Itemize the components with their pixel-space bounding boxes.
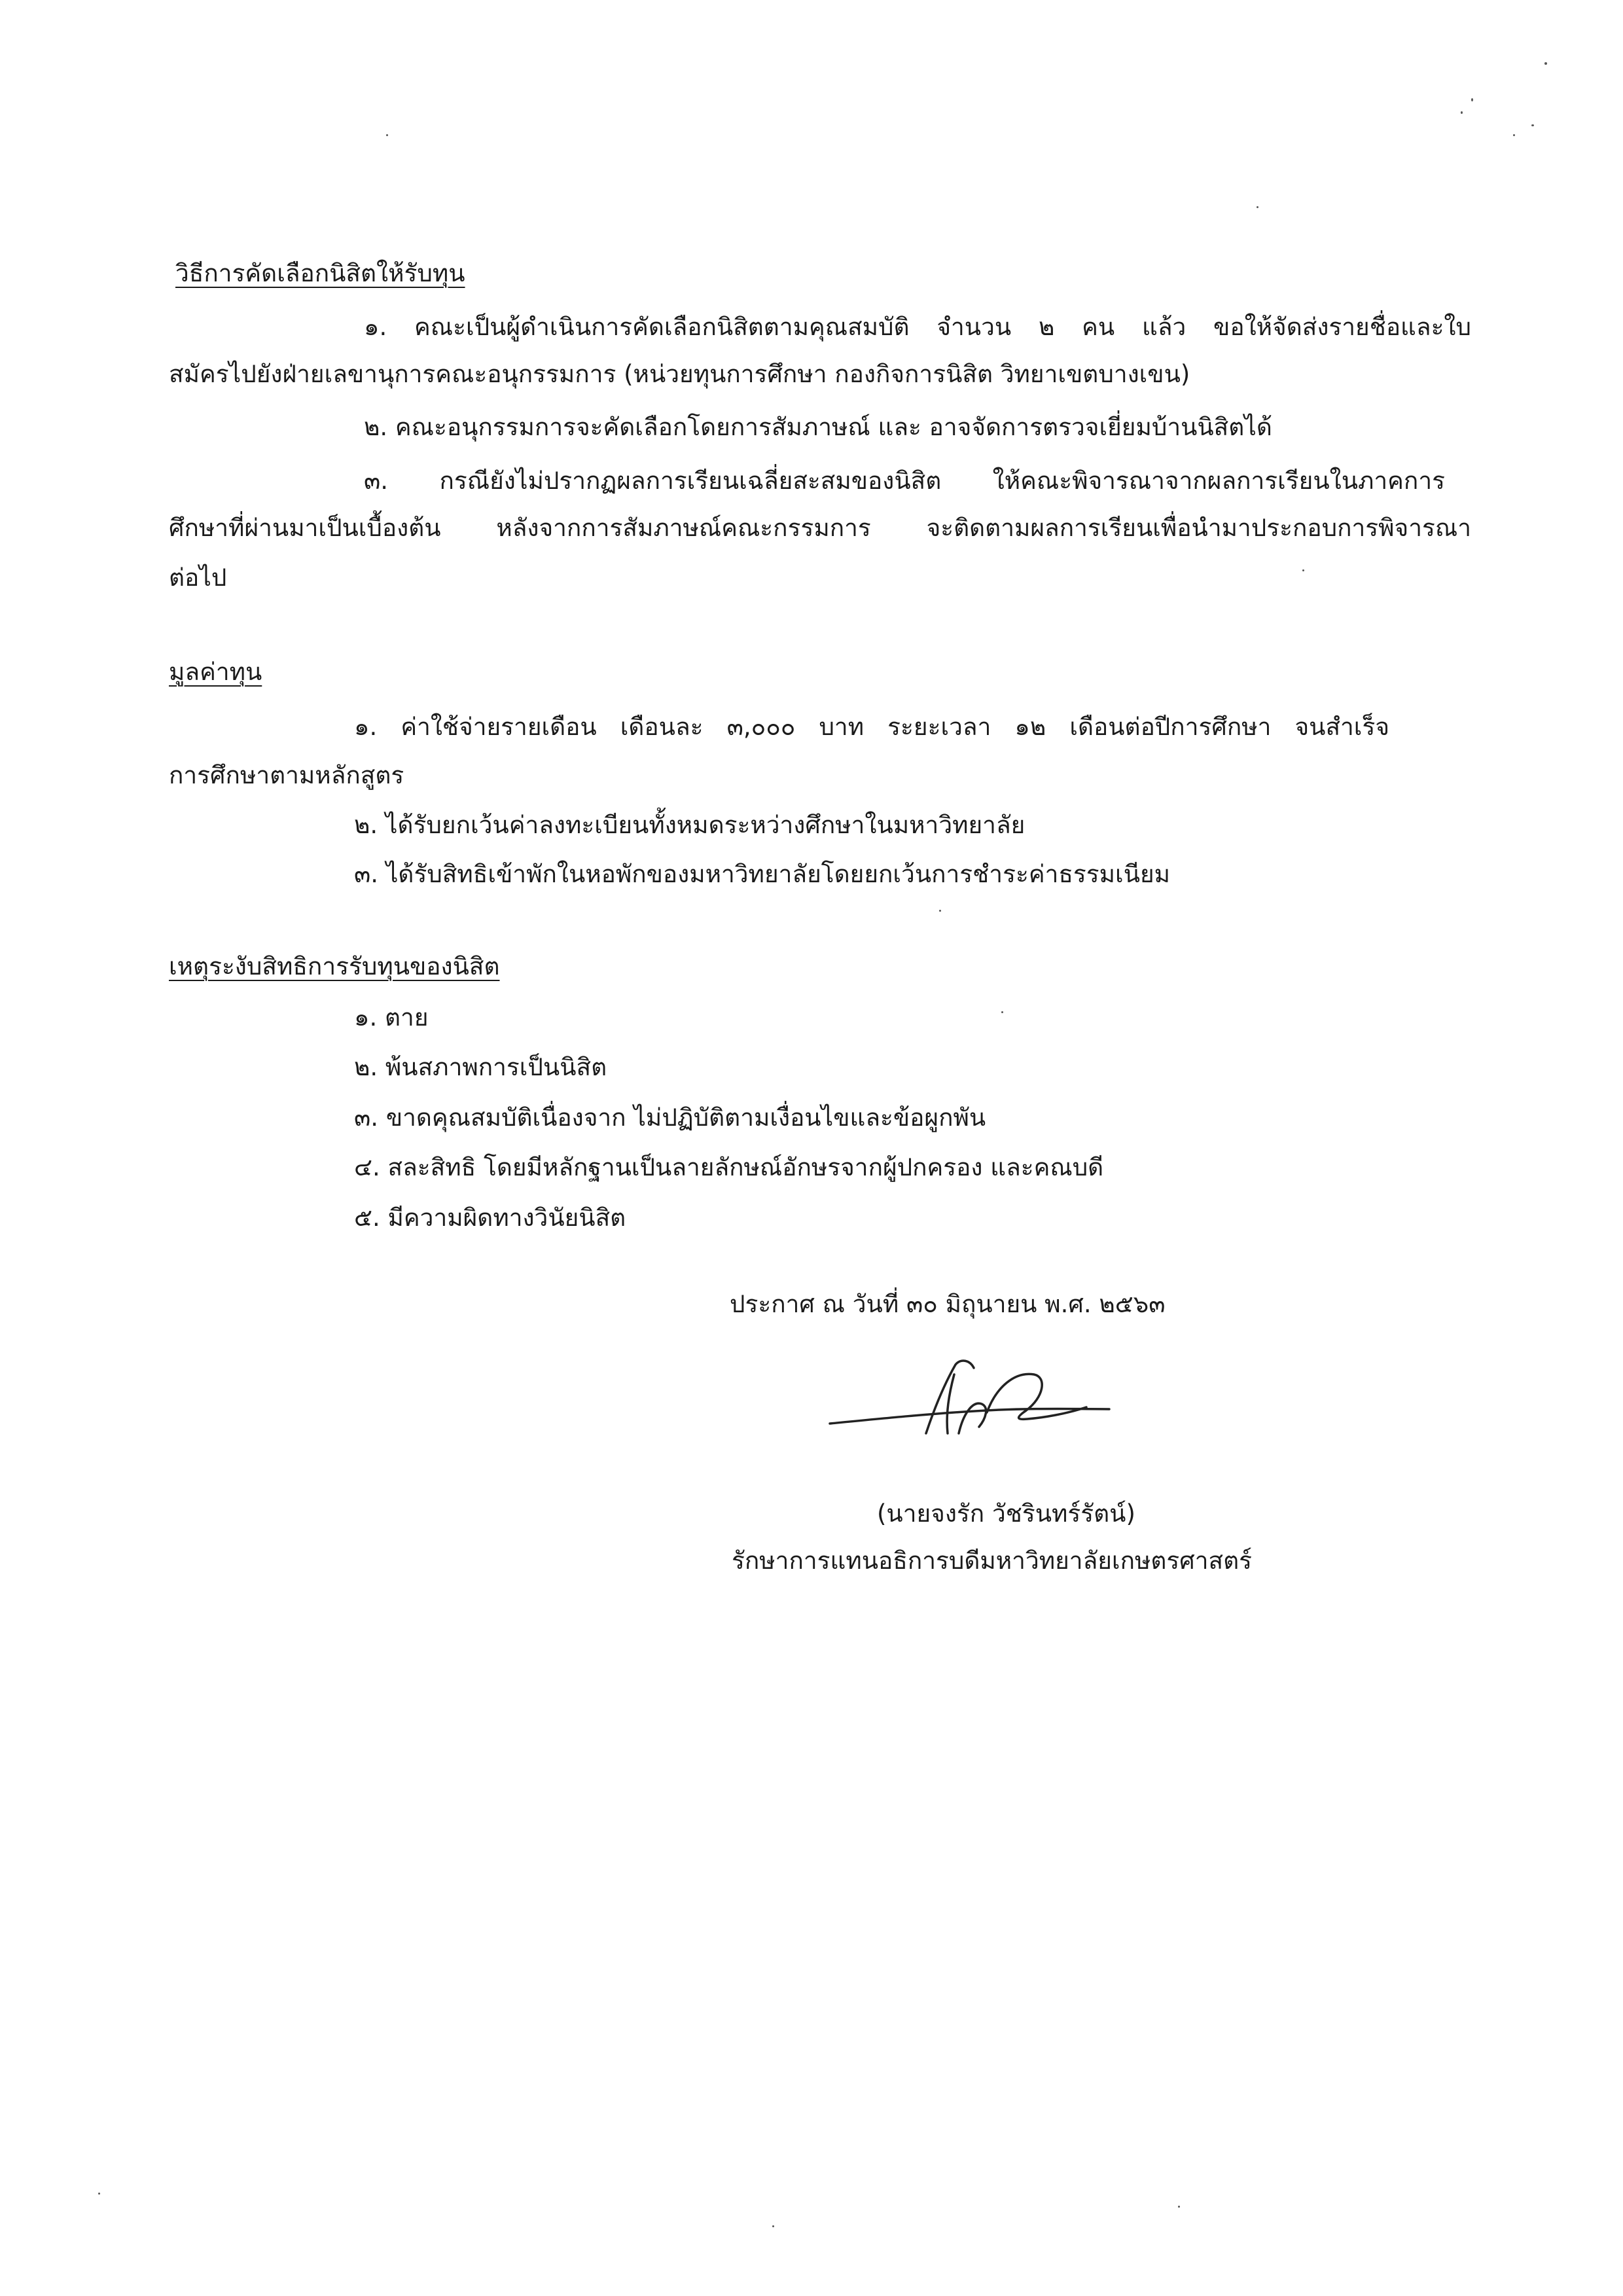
value-item-3: ๓. ได้รับสิทธิเข้าพักในหอพักของมหาวิทยาลัยโดยยกเว้นการชำระค่าธรรมเนียม <box>354 860 1171 888</box>
scan-speck <box>1544 62 1547 65</box>
selection-item-3-line-2: ศึกษาที่ผ่านมาเป็นเบื้องต้น หลังจากการสัมภาษณ์คณะกรรมการ จะติดตามผลการเรียนเพื่อนำมาประกอบการพิจารณา <box>169 514 1471 542</box>
scan-speck <box>1302 569 1304 571</box>
value-item-2: ๒. ได้รับยกเว้นค่าลงทะเบียนทั้งหมดระหว่างศึกษาในมหาวิทยาลัย <box>354 811 1026 839</box>
selection-item-2: ๒. คณะอนุกรรมการจะคัดเลือกโดยการสัมภาษณ์ และ อาจจัดการตรวจเยี่ยมบ้านนิสิตได้ <box>364 413 1272 441</box>
scan-speck <box>1178 2206 1180 2208</box>
suspension-item-2: ๒. พ้นสภาพการเป็นนิสิต <box>354 1053 607 1081</box>
scan-speck <box>772 2225 774 2227</box>
handwritten-signature <box>818 1335 1132 1466</box>
signer-title: รักษาการแทนอธิการบดีมหาวิทยาลัยเกษตรศาสตร์ <box>732 1547 1253 1575</box>
scan-speck <box>386 134 388 136</box>
value-heading: มูลค่าทุน <box>169 658 262 686</box>
scan-speck <box>98 2193 100 2195</box>
value-item-1-line-2: การศึกษาตามหลักสูตร <box>169 761 404 789</box>
signer-name: (นายจงรัก วัชรินทร์รัตน์) <box>877 1499 1135 1528</box>
scan-speck <box>1471 98 1473 101</box>
suspension-item-5: ๕. มีความผิดทางวินัยนิสิต <box>354 1204 626 1232</box>
value-item-1-line-1: ๑. ค่าใช้จ่ายรายเดือน เดือนละ ๓,๐๐๐ บาท ระยะเวลา ๑๒ เดือนต่อปีการศึกษา จนสำเร็จ <box>354 713 1389 741</box>
scan-speck <box>1513 134 1515 136</box>
selection-heading: วิธีการคัดเลือกนิสิตให้รับทุน <box>175 259 465 287</box>
suspension-heading: เหตุระงับสิทธิการรับทุนของนิสิต <box>169 952 500 980</box>
scan-speck <box>1257 206 1258 208</box>
announcement-date: ประกาศ ณ วันที่ ๓๐ มิถุนายน พ.ศ. ๒๕๖๓ <box>730 1290 1166 1318</box>
scan-speck <box>1531 124 1534 126</box>
scan-speck <box>939 910 941 912</box>
scan-speck <box>1461 111 1463 114</box>
suspension-item-3: ๓. ขาดคุณสมบัติเนื่องจาก ไม่ปฏิบัติตามเงื่อนไขและข้อผูกพัน <box>354 1103 986 1132</box>
selection-item-1-line-1: ๑. คณะเป็นผู้ดำเนินการคัดเลือกนิสิตตามคุณสมบัติ จำนวน ๒ คน แล้ว ขอให้จัดส่งรายชื่อและใบ <box>364 313 1471 341</box>
suspension-item-1: ๑. ตาย <box>354 1003 429 1031</box>
selection-item-3-line-1: ๓. กรณียังไม่ปรากฏผลการเรียนเฉลี่ยสะสมของนิสิต ให้คณะพิจารณาจากผลการเรียนในภาคการ <box>364 467 1445 495</box>
selection-item-1-line-2: สมัครไปยังฝ่ายเลขานุการคณะอนุกรรมการ (หน่วยทุนการศึกษา กองกิจการนิสิต วิทยาเขตบางเขน) <box>169 360 1190 388</box>
suspension-item-4: ๔. สละสิทธิ โดยมีหลักฐานเป็นลายลักษณ์อักษรจากผู้ปกครอง และคณบดี <box>354 1153 1104 1181</box>
selection-item-3-line-3: ต่อไป <box>169 564 227 592</box>
scan-speck <box>1001 1011 1003 1013</box>
